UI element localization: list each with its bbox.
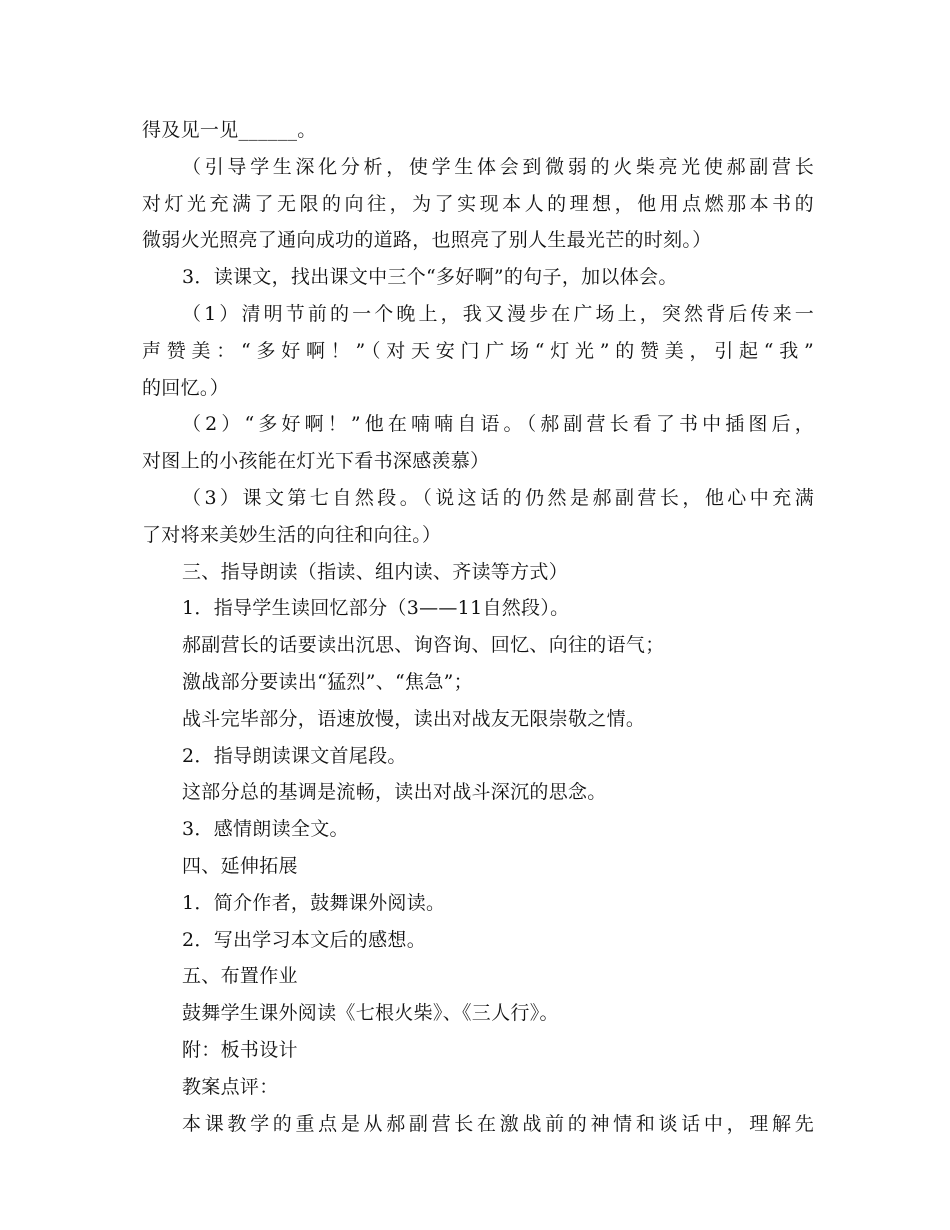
text-line: 这部分总的基调是流畅，读出对战斗深沉的思念。 — [182, 781, 607, 804]
document-body — [142, 112, 814, 1142]
text-line: （引导学生深化分析，使学生体会到微弱的火柴亮光使郝副营长 — [182, 155, 814, 178]
text-line: 激战部分要读出“猛烈”、“焦急”； — [182, 670, 473, 693]
text-line: 鼓舞学生课外阅读《七根火柴》、《三人行》。 — [182, 1002, 559, 1025]
text-line: 郝副营长的话要读出沉思、询咨询、回忆、向往的语气； — [182, 634, 665, 657]
text-line: 战斗完毕部分，语速放慢，读出对战友无限崇敬之情。 — [182, 707, 646, 730]
text-line: （3）课文第七自然段。（说这话的仍然是郝副营长，他心中充满 — [182, 486, 814, 509]
text-line: （1）清明节前的一个晚上，我又漫步在广场上，突然背后传来一 — [182, 302, 814, 325]
text-line: 2．指导朗读课文首尾段。 — [182, 744, 407, 767]
text-line: 的回忆。） — [142, 376, 230, 399]
text-line: （2）“多好啊！”他在喃喃自语。（郝副营长看了书中插图后， — [182, 413, 814, 436]
text-line: 1．简介作者，鼓舞课外阅读。 — [182, 891, 446, 914]
text-line: 教案点评： — [182, 1075, 279, 1098]
text-line: 得及见一见______。 — [142, 119, 317, 141]
text-line: 附：板书设计 — [182, 1038, 298, 1061]
text-line: 1．指导学生读回忆部分（3——11自然段）。 — [182, 597, 570, 620]
text-line: 微弱火光照亮了通向成功的道路，也照亮了别人生最光芒的时刻。） — [142, 229, 712, 252]
text-line: 对灯光充满了无限的向往，为了实现本人的理想，他用点燃那本书的 — [142, 192, 814, 215]
text-line: 对图上的小孩能在灯光下看书深感羡慕） — [142, 450, 490, 473]
text-line: 本课教学的重点是从郝副营长在激战前的神情和谈话中，理解先 — [182, 1112, 814, 1135]
text-line: 2．写出学习本文后的感想。 — [182, 928, 426, 951]
section-heading: 三、指导朗读（指读、组内读、齐读等方式） — [182, 560, 569, 583]
section-heading: 四、延伸拓展 — [182, 854, 298, 877]
text-line: 了对将来美妙生活的向往和向往。） — [142, 523, 442, 546]
text-line: 声赞美：“多好啊！”（对天安门广场“灯光”的赞美，引起“我” — [142, 339, 814, 362]
section-heading: 五、布置作业 — [182, 965, 298, 988]
text-line: 3．读课文，找出课文中三个“多好啊”的句子，加以体会。 — [182, 266, 678, 289]
text-line: 3．感情朗读全文。 — [182, 818, 349, 841]
